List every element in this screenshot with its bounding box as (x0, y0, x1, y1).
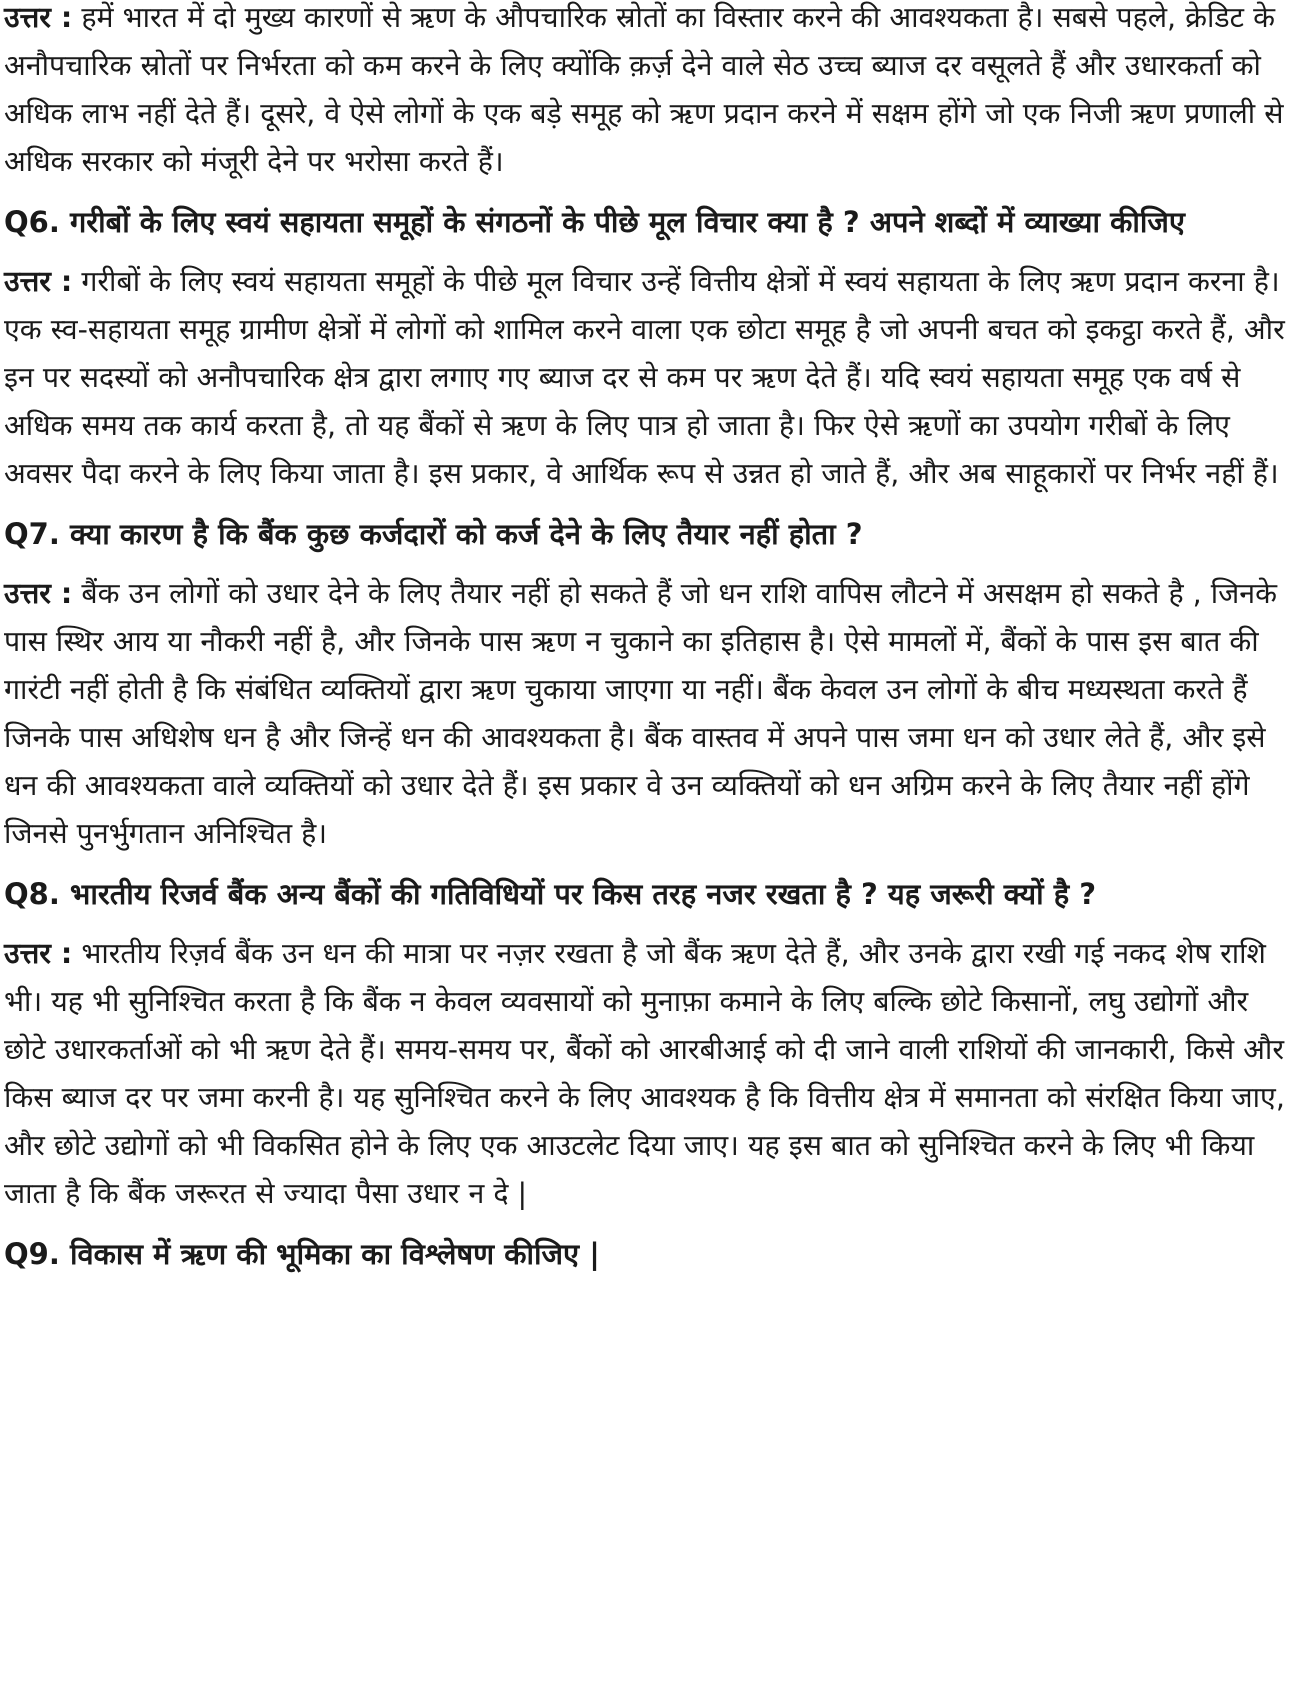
answer-text: हमें भारत में दो मुख्य कारणों से ऋण के औपचारिक स्रोतों का विस्तार करने की आवश्यकता है। सबसे पहले, क्रेडिट के अनौपचारिक स्रोतों पर निर्भरता को कम करने के लिए क्योंकि क़र्ज़ देने वाले सेठ उच्च ब्याज दर वसूलते हैं और उधारकर्ता को अधिक लाभ नहीं देते हैं। दूसरे, वे ऐसे लोगों के एक बड़े समूह को ऋण प्रदान करने में सक्षम होंगे जो एक निजी ऋण प्रणाली से अधिक सरकार को मंजूरी देने पर भरोसा करते हैं। (4, 1, 1284, 178)
answer-label: उत्तर : (4, 937, 73, 970)
answer-label: उत्तर : (4, 265, 73, 298)
answer-q5 (4, 0, 1292, 186)
answer-q7 (4, 570, 1292, 858)
question-q6: Q6. गरीबों के लिए स्वयं सहायता समूहों के संगठनों के पीछे मूल विचार क्या है ? अपने शब्दों में व्याख्या कीजिए (4, 205, 1185, 239)
answer-label: उत्तर : (4, 577, 73, 610)
question-q9: Q9. विकास में ऋण की भूमिका का विश्लेषण कीजिए | (4, 1237, 600, 1271)
question-q8: Q8. भारतीय रिजर्व बैंक अन्य बैंकों की गतिविधियों पर किस तरह नजर रखता है ? यह जरूरी क्यों है ? (4, 877, 1097, 911)
answer-text: भारतीय रिज़र्व बैंक उन धन की मात्रा पर नज़र रखता है जो बैंक ऋण देते हैं, और उनके द्वारा रखी गई नकद शेष राशि भी। यह भी सुनिश्चित करता है कि बैंक न केवल व्यवसायों को मुनाफ़ा कमाने के लिए बल्कि छोटे किसानों, लघु उद्योगों और छोटे उधारकर्ताओं को भी ऋण देते हैं। समय-समय पर, बैंकों को आरबीआई को दी जाने वाली राशियों की जानकारी, किसे और किस ब्याज दर पर जमा करनी है। यह सुनिश्चित करने के लिए आवश्यक है कि वित्तीय क्षेत्र में समानता को संरक्षित किया जाए, और छोटे उद्योगों को भी विकसित होने के लिए एक आउटलेट दिया जाए। यह इस बात को सुनिश्चित करने के लिए भी किया जाता है कि बैंक जरूरत से ज्यादा पैसा उधार न दे | (4, 937, 1285, 1210)
question-q7: Q7. क्या कारण है कि बैंक कुछ कर्जदारों को कर्ज देने के लिए तैयार नहीं होता ? (4, 517, 863, 551)
answer-q6 (4, 258, 1292, 498)
answer-text: बैंक उन लोगों को उधार देने के लिए तैयार नहीं हो सकते हैं जो धन राशि वापिस लौटने में असक्षम हो सकते है , जिनके पास स्थिर आय या नौकरी नहीं है, और जिनके पास ऋण न चुकाने का इतिहास है। ऐसे मामलों में, बैंकों के पास इस बात की गारंटी नहीं होती है कि संबंधित व्यक्तियों द्वारा ऋण चुकाया जाएगा या नहीं। बैंक केवल उन लोगों के बीच मध्यस्थता करते हैं जिनके पास अधिशेष धन है और जिन्हें धन की आवश्यकता है। बैंक वास्तव में अपने पास जमा धन को उधार लेते हैं, और इसे धन की आवश्यकता वाले व्यक्तियों को उधार देते हैं। इस प्रकार वे उन व्यक्तियों को धन अग्रिम करने के लिए तैयार नहीं होंगे जिनसे पुनर्भुगतान अनिश्चित है। (4, 577, 1277, 850)
answer-text: गरीबों के लिए स्वयं सहायता समूहों के पीछे मूल विचार उन्हें वित्तीय क्षेत्रों में स्वयं सहायता के लिए ऋण प्रदान करना है। एक स्व-सहायता समूह ग्रामीण क्षेत्रों में लोगों को शामिल करने वाला एक छोटा समूह है जो अपनी बचत को इकट्ठा करते हैं, और इन पर सदस्यों को अनौपचारिक क्षेत्र द्वारा लगाए गए ब्याज दर से कम पर ऋण देते हैं। यदि स्वयं सहायता समूह एक वर्ष से अधिक समय तक कार्य करता है, तो यह बैंकों से ऋण के लिए पात्र हो जाता है। फिर ऐसे ऋणों का उपयोग गरीबों के लिए अवसर पैदा करने के लिए किया जाता है। इस प्रकार, वे आर्थिक रूप से उन्नत हो जाते हैं, और अब साहूकारों पर निर्भर नहीं हैं। (4, 265, 1285, 490)
answer-label: उत्तर : (4, 1, 73, 34)
answer-q8 (4, 930, 1292, 1218)
